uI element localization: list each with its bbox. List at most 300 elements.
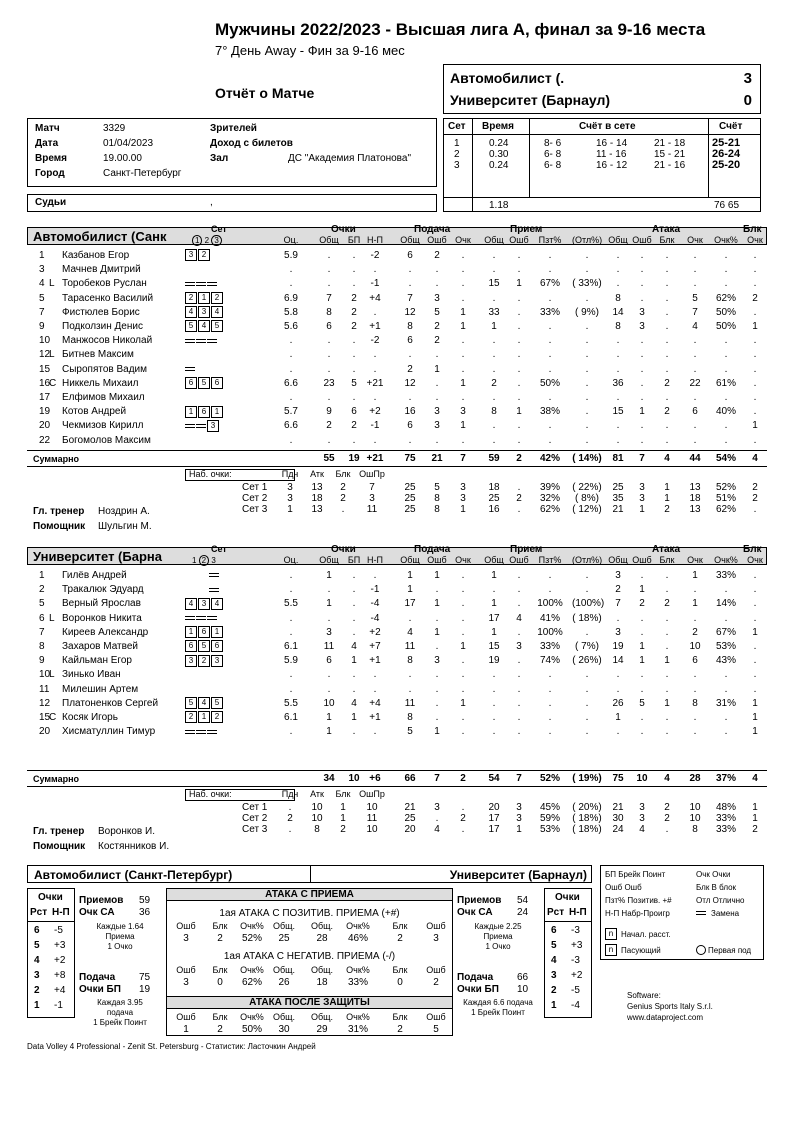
atk-pos-value: 25 (278, 933, 290, 944)
atk-pos-value: 52% (241, 933, 262, 944)
total-np: +6 (369, 772, 381, 784)
atk-def-value: 5 (433, 1024, 439, 1035)
stat-bk: . (753, 349, 757, 361)
match-city: Санкт-Петербург (103, 168, 182, 179)
stat-ap: . (693, 434, 697, 446)
stat-ro: . (585, 626, 589, 638)
set-rt: 17 (488, 812, 500, 824)
stat-pt: 8 (326, 306, 332, 318)
rotation-np: -5 (571, 985, 580, 996)
player-name: Захаров Матвей (62, 641, 138, 652)
set-apc: 52% (715, 481, 736, 493)
set-bk: 2 (752, 481, 758, 493)
stat-sp: 1 (460, 420, 466, 432)
stat-oc: . (289, 434, 293, 446)
stat-pt: 10 (323, 697, 335, 709)
stat-pt: 2 (326, 420, 332, 432)
atk-head: Очк% (346, 921, 370, 931)
sets-header-score: Счёт в сете (579, 121, 636, 132)
stat-bk: . (753, 655, 757, 667)
stat-ab: . (665, 641, 669, 652)
player-name: Торобеков Руслан (62, 278, 147, 290)
set-oshpr: 10 (366, 823, 378, 835)
player-position: L (49, 669, 55, 681)
start-rotation: 2 (211, 711, 223, 723)
stat-pt: 6 (326, 655, 332, 667)
stat-rp: 38% (539, 406, 560, 418)
label-income: Доход с билетов (210, 138, 293, 149)
stat-np: . (373, 392, 377, 403)
atk-head: Общ. (272, 921, 296, 931)
total-ap: 28 (689, 772, 701, 784)
player-sets (185, 583, 220, 597)
total-divider (27, 450, 767, 451)
col-header-oc: Оц. (283, 555, 299, 565)
stat-sp: . (461, 712, 465, 723)
left-every3: 1 Очко (107, 942, 133, 951)
stat-at: . (616, 392, 620, 403)
stat-bk: . (753, 570, 757, 581)
stat-ro: . (585, 697, 589, 709)
stat-np: +21 (366, 377, 384, 389)
label-judges: Судьи (35, 197, 67, 208)
rotation-np: +3 (54, 940, 66, 951)
stat-ab: . (665, 612, 669, 624)
assistant-label: Помощник (33, 520, 86, 532)
total-ae: 10 (636, 772, 648, 784)
total-se: 7 (434, 772, 440, 784)
right-every3: 1 Очко (485, 942, 511, 951)
set-apc: 62% (715, 503, 736, 515)
stat-rp: . (548, 321, 552, 332)
stat-oc: 5.8 (284, 306, 298, 318)
player-name: Кайльман Егор (62, 655, 132, 667)
stat-bk: . (753, 434, 757, 446)
stat-sp: . (461, 363, 465, 375)
stat-apc: . (724, 349, 728, 361)
stat-pt: 9 (326, 406, 332, 418)
stat-ro: . (585, 377, 589, 389)
total-re: 7 (516, 772, 522, 784)
sub-icon (185, 616, 195, 620)
stat-bp: 2 (351, 292, 357, 304)
stat-pt: . (327, 584, 331, 596)
player-row (27, 654, 767, 668)
stat-oc: . (289, 363, 293, 375)
set-at: 21 (612, 801, 624, 813)
player-row (27, 363, 767, 377)
sub-icon (185, 282, 195, 286)
player-row (27, 569, 767, 583)
stat-bk: . (753, 598, 757, 610)
set-re: 1 (516, 823, 522, 835)
stat-sp: . (461, 726, 465, 738)
page-title: Мужчины 2022/2023 - Высшая лига А, финал за 9-16 места (215, 20, 706, 39)
set-row-label: Сет 3 (242, 503, 268, 515)
stat-bk: . (753, 278, 757, 290)
set-blk: 2 (340, 823, 346, 835)
stat-rt: 1 (491, 321, 497, 332)
score-team2: Университет (Барнаул) (450, 92, 611, 108)
stat-pt: . (327, 612, 331, 624)
player-sets (185, 654, 224, 668)
set-ab: 1 (664, 481, 670, 493)
set-ro: ( 18%) (572, 812, 602, 824)
stat-pt: 1 (326, 712, 332, 723)
sub-icon (196, 616, 206, 620)
stat-pt: 7 (326, 292, 332, 304)
col-header-np: Н-П (367, 555, 383, 565)
stat-sv: . (408, 434, 412, 446)
stat-sp: . (461, 598, 465, 610)
stat-ap: 1 (692, 570, 698, 581)
stat-at: 7 (615, 598, 621, 610)
player-position: L (49, 278, 55, 290)
stat-at: . (616, 278, 620, 290)
left-rec: 59 (139, 895, 151, 906)
set-atk: 10 (311, 812, 323, 824)
stat-rp: . (548, 683, 552, 695)
start-rotation: 3 (198, 306, 210, 318)
col-header-ro: (Отл%) (572, 235, 603, 245)
stat-se: . (435, 392, 439, 403)
stat-se: 2 (434, 250, 440, 261)
stat-sv: 12 (404, 377, 416, 389)
stat-sv: 16 (404, 406, 416, 418)
stat-sp: . (461, 434, 465, 446)
set-oshpr: 7 (369, 481, 375, 493)
set-duration: 0.24 (489, 138, 509, 149)
stat-sv: . (408, 683, 412, 695)
legend-item: Блк В блок (696, 883, 737, 892)
right-every: Каждые 2.25 (474, 922, 522, 931)
player-name: Битнев Максим (62, 349, 134, 361)
stat-ap: . (693, 349, 697, 361)
stat-ab: . (665, 278, 669, 290)
set-atk: 10 (311, 801, 323, 813)
stat-rt: . (492, 349, 496, 361)
set-at: 21 (612, 503, 624, 515)
stat-sp: . (461, 584, 465, 596)
col-header-bk: Очк (747, 555, 763, 565)
start-rotation: 2 (211, 292, 223, 304)
stat-apc: . (724, 434, 728, 446)
stat-re: . (517, 726, 521, 738)
col-header-bp: БП (347, 235, 361, 245)
stat-bk: . (753, 250, 757, 261)
set-score-8: 8- 6 (544, 138, 562, 149)
total-np: +21 (366, 452, 384, 464)
total-ro: ( 14%) (572, 452, 602, 464)
atk-def-value: 1 (183, 1024, 189, 1035)
sets-header-set: Сет (448, 121, 466, 132)
set-apc: 33% (715, 823, 736, 835)
stat-bp: 1 (351, 712, 357, 723)
col-blk: Блк (743, 224, 762, 235)
stat-ae: . (640, 377, 644, 389)
atk-head: Ошб (426, 965, 446, 975)
start-rotation: 3 (185, 655, 197, 667)
stat-bp: . (352, 363, 356, 375)
set-rt: 20 (488, 801, 500, 813)
col-recv: Прием (510, 224, 543, 235)
stat-at: 3 (615, 570, 621, 581)
match-info-box (27, 118, 437, 187)
stat-np: . (373, 264, 377, 276)
stat-bk: . (753, 264, 757, 276)
player-sets (185, 697, 224, 711)
legend-setter: Пасующий (621, 946, 661, 955)
atk-head: Общ. (272, 965, 296, 975)
stat-sp: . (461, 264, 465, 276)
col-header-rp: Пзт% (538, 555, 562, 565)
rot1-rst: Рст (30, 907, 48, 918)
col-recv: Прием (510, 544, 543, 555)
player-row (27, 320, 767, 334)
col-header-at: Общ (608, 235, 628, 245)
stat-ae: 3 (639, 306, 645, 318)
atk-pos-value: 46% (347, 933, 368, 944)
stat-bk: . (753, 392, 757, 403)
stat-rp: 50% (539, 377, 560, 389)
stat-ro: . (585, 264, 589, 276)
player-sets (185, 334, 218, 348)
col-header-ro: (Отл%) (572, 555, 603, 565)
stat-rt: 1 (491, 598, 497, 610)
player-sets (185, 306, 224, 320)
player-sets (185, 626, 224, 640)
start-rotation: 2 (185, 292, 197, 304)
stat-bk: . (753, 406, 757, 418)
atk-def-value: 50% (241, 1024, 262, 1035)
stat-oc: 6.6 (284, 420, 298, 432)
player-name: Платоненков Сергей (62, 697, 159, 709)
stat-pt: . (327, 434, 331, 446)
stat-re: . (517, 321, 521, 332)
coach-label: Гл. тренер (33, 505, 85, 517)
stat-rt: . (492, 292, 496, 304)
left-ca: 36 (139, 907, 151, 918)
stat-ae: . (640, 434, 644, 446)
total-divider-bottom (27, 466, 767, 467)
stat-re: . (517, 655, 521, 667)
atk-neg-value: 26 (278, 977, 290, 988)
set-atk: 13 (311, 481, 323, 493)
col-header-ap: Очк (687, 235, 703, 245)
stat-sp: 1 (460, 306, 466, 318)
rotation-number: 6 (551, 925, 557, 936)
set-score-21: 15 - 21 (654, 149, 686, 160)
player-row (27, 725, 767, 739)
col-header-re: Ошб (509, 235, 529, 245)
player-row (27, 626, 767, 640)
stat-sp: 1 (460, 697, 466, 709)
stat-bp: . (352, 584, 356, 596)
stat-rp: . (548, 335, 552, 347)
atk-neg-value: 33% (347, 977, 368, 988)
stat-pt: 1 (326, 726, 332, 738)
stat-rp: . (548, 584, 552, 596)
atk-head: Ошб (426, 921, 446, 931)
start-rotation: 3 (211, 655, 223, 667)
stat-sv: 7 (407, 292, 413, 304)
player-sets (185, 363, 220, 377)
stat-bp: 5 (351, 377, 357, 389)
col-header-se: Ошб (427, 235, 447, 245)
player-sets (185, 569, 220, 583)
stat-se: 5 (434, 306, 440, 318)
set-score-21: 21 - 18 (654, 138, 686, 149)
stat-ap: 7 (692, 306, 698, 318)
col-set: Сет (211, 224, 227, 234)
stat-pt: . (327, 349, 331, 361)
total-row (27, 772, 767, 786)
legend-item: Очк Очки (696, 870, 731, 879)
set-ae: 3 (639, 481, 645, 493)
attack-summary-box (166, 888, 453, 1036)
stat-ap: . (693, 250, 697, 261)
stat-sv: . (408, 392, 412, 403)
stat-at: 8 (615, 321, 621, 332)
stat-ap: . (693, 335, 697, 347)
set-re: 2 (516, 492, 522, 504)
stat-ab: 2 (664, 598, 670, 610)
player-name: Верный Ярослав (62, 598, 141, 610)
set-pdch: 1 (287, 503, 293, 515)
start-rotation-icon: n (605, 928, 617, 940)
start-rotation: 4 (185, 598, 197, 610)
start-rotation: 1 (198, 292, 210, 304)
legend-first: Первая под (708, 946, 752, 955)
stat-sp: . (461, 570, 465, 581)
set-apc: 48% (715, 801, 736, 813)
rotation-box-1 (27, 888, 75, 1018)
stat-bp: . (352, 335, 356, 347)
start-rotation: 4 (198, 320, 210, 332)
stat-apc: . (724, 278, 728, 290)
stat-se: 2 (434, 335, 440, 347)
sub-icon (196, 282, 206, 286)
stat-rp: 33% (539, 641, 560, 652)
start-rotation: 2 (198, 655, 210, 667)
sub-icon (185, 367, 195, 371)
stat-re: . (517, 335, 521, 347)
set-duration: 0.30 (489, 149, 509, 160)
set-sv: 21 (404, 801, 416, 813)
team-name: Автомобилист (Санк (33, 229, 167, 244)
stat-ab: . (665, 335, 669, 347)
atk-head: Очк% (240, 921, 264, 931)
set-oshpr: 3 (369, 492, 375, 504)
stat-ab: . (665, 626, 669, 638)
stat-sv: . (408, 349, 412, 361)
total-rp: 52% (539, 772, 560, 784)
stat-at: . (616, 612, 620, 624)
stat-ro: . (585, 434, 589, 446)
set-sp: 1 (460, 503, 466, 515)
stat-pt: . (327, 278, 331, 290)
coach-name: Ноздрин А. (98, 505, 150, 517)
stat-ro: . (585, 669, 589, 681)
stat-at: . (616, 349, 620, 361)
stat-ab: . (665, 712, 669, 723)
stat-sp: . (461, 612, 465, 624)
set-row-label: Сет 3 (242, 823, 268, 835)
stat-ap: 1 (692, 598, 698, 610)
set-rp: 59% (539, 812, 560, 824)
stat-bk: . (753, 584, 757, 596)
set-ap: 13 (689, 481, 701, 493)
stat-pt: 1 (326, 598, 332, 610)
stat-rp: . (548, 250, 552, 261)
stat-sv: 6 (407, 335, 413, 347)
player-row (27, 391, 767, 405)
set-number: 1 (454, 138, 460, 149)
stat-oc: . (289, 392, 293, 403)
judges-value: , (210, 197, 213, 208)
player-row (27, 249, 767, 263)
stat-pt: . (327, 250, 331, 261)
stat-pt: . (327, 392, 331, 403)
stat-ro: . (585, 250, 589, 261)
set-row-label: Сет 1 (242, 481, 268, 493)
stat-np: . (373, 434, 377, 446)
stat-ab: . (665, 321, 669, 332)
coach-label: Гл. тренер (33, 825, 85, 837)
stat-apc: . (724, 712, 728, 723)
stat-sp: 1 (460, 641, 466, 652)
player-name: Хисматуллин Тимур (62, 726, 156, 738)
player-name: Котов Андрей (62, 406, 127, 418)
col-header-se: Ошб (427, 555, 447, 565)
stat-sv: 6 (407, 250, 413, 261)
stat-at: 2 (615, 584, 621, 596)
stat-ap: 8 (692, 697, 698, 709)
set-rp: 39% (539, 481, 560, 493)
left-bp: 19 (139, 984, 151, 995)
right-each: Каждая 6.6 подача (463, 998, 533, 1007)
stat-apc: 33% (715, 570, 736, 581)
stat-re: . (517, 292, 521, 304)
player-row (27, 583, 767, 597)
player-number: 4 (39, 278, 45, 290)
player-name: Сыропятов Вадим (62, 363, 148, 375)
sub-icon (185, 424, 195, 428)
stat-se: . (435, 669, 439, 681)
rot2-np: Н-П (569, 907, 587, 918)
stat-at: 14 (612, 655, 624, 667)
stat-se: 1 (434, 598, 440, 610)
set-bk: 2 (752, 823, 758, 835)
set-re: 3 (516, 812, 522, 824)
stat-rp: 33% (539, 306, 560, 318)
total-ab: 4 (664, 772, 670, 784)
stat-rt: . (492, 250, 496, 261)
player-sets (185, 277, 218, 291)
col-header-ab: Блк (659, 555, 675, 565)
player-name: Казбанов Егор (62, 250, 130, 261)
player-position: L (49, 612, 55, 624)
stat-ae: . (640, 250, 644, 261)
stat-se: 2 (434, 321, 440, 332)
right-rec: 54 (517, 895, 529, 906)
stat-bk: . (753, 612, 757, 624)
stat-bk: 1 (752, 697, 758, 709)
rotation-number: 3 (34, 970, 40, 981)
legend-item: Отл Отлично (696, 896, 745, 905)
score-sets1: 3 (743, 70, 752, 87)
col-header-at: Общ (608, 555, 628, 565)
